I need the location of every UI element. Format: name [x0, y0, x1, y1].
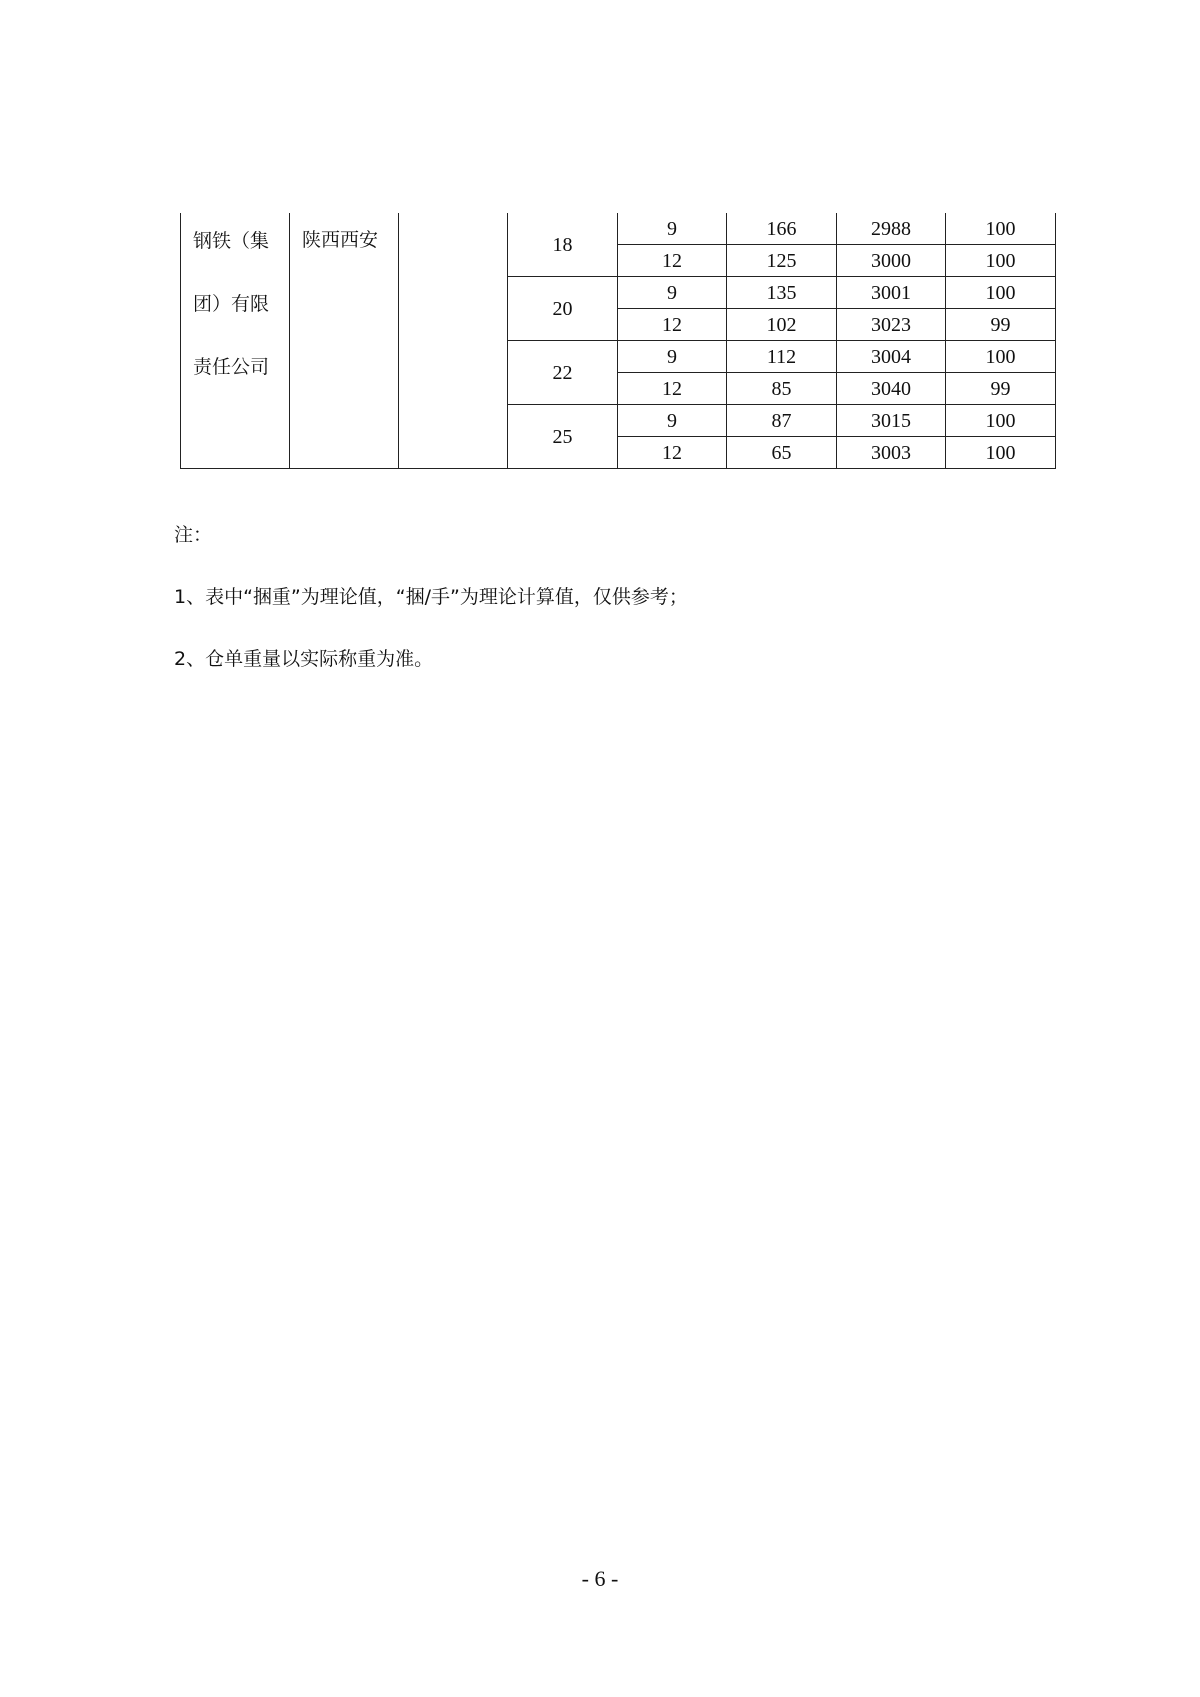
spec-cell: 25	[508, 405, 618, 469]
company-line: 团）有限	[193, 293, 270, 315]
table-cell: 65	[727, 437, 837, 469]
location-cell: 陕西西安	[290, 213, 399, 469]
note-item: 1、表中“捆重”为理论值，“捆/手”为理论计算值，仅供参考；	[174, 586, 688, 608]
table-cell: 3015	[837, 405, 946, 437]
company-cell	[181, 213, 290, 469]
table-row	[181, 213, 1056, 245]
company-line: 责任公司	[193, 356, 270, 378]
table-cell: 100	[946, 213, 1056, 245]
table-cell: 3001	[837, 277, 946, 309]
table-cell: 12	[618, 245, 727, 277]
blank-cell	[399, 213, 508, 469]
company-line: 钢铁（集	[193, 230, 270, 252]
table-cell: 135	[727, 277, 837, 309]
table-cell: 102	[727, 309, 837, 341]
table-cell: 9	[618, 277, 727, 309]
spec-cell: 20	[508, 277, 618, 341]
table-cell: 100	[946, 437, 1056, 469]
table-cell: 3040	[837, 373, 946, 405]
table-cell: 12	[618, 309, 727, 341]
table-cell: 100	[946, 405, 1056, 437]
spec-cell: 18	[508, 213, 618, 277]
spec-table	[180, 213, 1056, 469]
table-cell: 100	[946, 341, 1056, 373]
table-cell: 85	[727, 373, 837, 405]
spec-cell: 22	[508, 341, 618, 405]
table-cell: 3023	[837, 309, 946, 341]
page-number: - 6 -	[581, 1566, 619, 1591]
table-cell: 12	[618, 373, 727, 405]
table-cell: 2988	[837, 213, 946, 245]
table-cell: 99	[946, 309, 1056, 341]
table-cell: 9	[618, 213, 727, 245]
note-item: 2、仓单重量以实际称重为准。	[174, 648, 434, 670]
table-cell: 112	[727, 341, 837, 373]
notes-heading: 注：	[174, 524, 213, 546]
table-cell: 3004	[837, 341, 946, 373]
table-cell: 12	[618, 437, 727, 469]
table-cell: 100	[946, 277, 1056, 309]
table-cell: 99	[946, 373, 1056, 405]
table-cell: 87	[727, 405, 837, 437]
table-cell: 125	[727, 245, 837, 277]
table-cell: 100	[946, 245, 1056, 277]
table-cell: 166	[727, 213, 837, 245]
table-cell: 9	[618, 405, 727, 437]
table-cell: 9	[618, 341, 727, 373]
table-cell: 3003	[837, 437, 946, 469]
table-cell: 3000	[837, 245, 946, 277]
